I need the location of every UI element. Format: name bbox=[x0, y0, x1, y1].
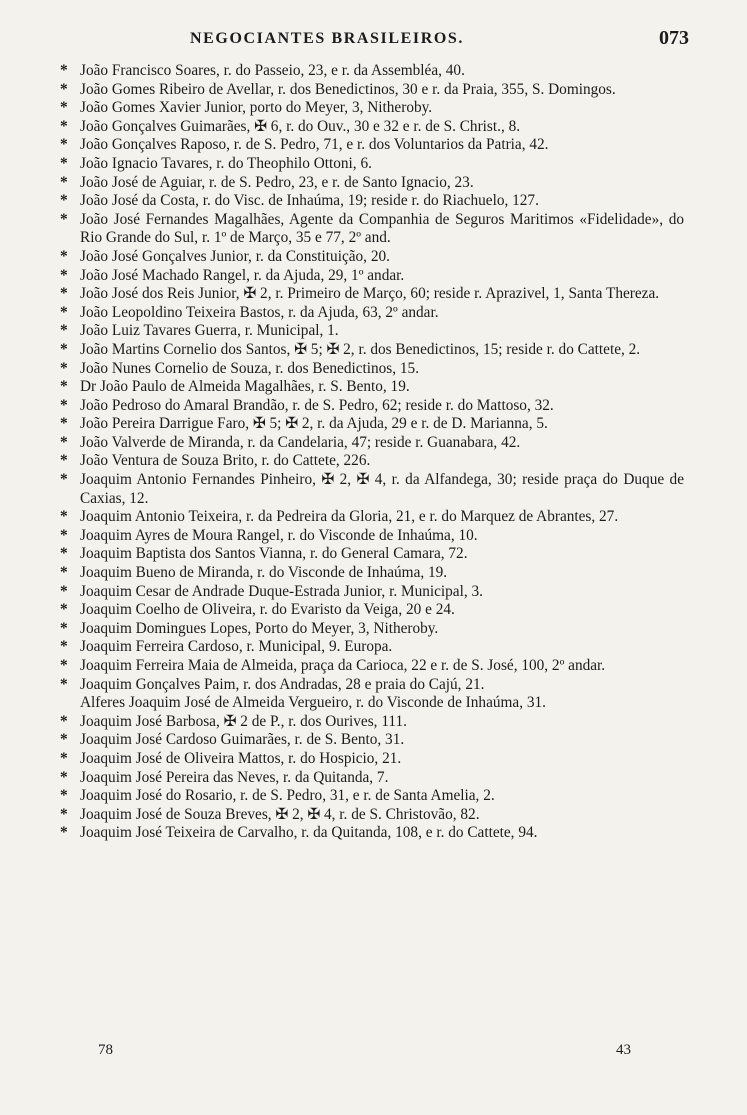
merchant-entry bbox=[36, 192, 684, 211]
entry-marker: * bbox=[60, 396, 68, 414]
entry-marker: * bbox=[60, 154, 68, 172]
merchant-entry bbox=[36, 694, 684, 713]
merchant-entry bbox=[36, 471, 684, 508]
entry-marker: * bbox=[60, 731, 68, 749]
entry-marker: * bbox=[60, 80, 68, 98]
entry-text: Joaquim José Barbosa, ✠ 2 de P., r. dos Ourives, 111. bbox=[80, 712, 407, 730]
entry-marker: * bbox=[60, 749, 68, 767]
entry-marker: * bbox=[60, 322, 68, 340]
entry-text: Joaquim José de Souza Breves, ✠ 2, ✠ 4, r. de S. Christovão, 82. bbox=[80, 805, 480, 823]
entry-text: Joaquim José do Rosario, r. de S. Pedro, 31, e r. de Santa Amelia, 2. bbox=[80, 787, 495, 805]
entry-text: João Ignacio Tavares, r. do Theophilo Ottoni, 6. bbox=[80, 154, 372, 172]
merchant-entry bbox=[36, 731, 684, 750]
entry-text: João José Gonçalves Junior, r. da Constituição, 20. bbox=[80, 247, 390, 265]
entry-text: Joaquim Domingues Lopes, Porto do Meyer, 3, Nitheroby. bbox=[80, 619, 439, 637]
merchant-entry bbox=[36, 99, 684, 118]
page-header bbox=[0, 27, 747, 53]
entry-text: Joaquim Ayres de Moura Rangel, r. do Visconde de Inhaúma, 10. bbox=[80, 526, 478, 544]
entry-marker: * bbox=[60, 526, 68, 544]
entry-text: Alferes Joaquim José de Almeida Vergueiro, r. do Visconde de Inhaúma, 31. bbox=[80, 694, 546, 712]
entry-text: João Gomes Xavier Junior, porto do Meyer, 3, Nitheroby. bbox=[80, 99, 433, 117]
entry-text: João Nunes Cornelio de Souza, r. dos Benedictinos, 15. bbox=[80, 359, 420, 377]
entry-marker: * bbox=[60, 768, 68, 786]
merchant-entry bbox=[36, 452, 684, 471]
entry-text: João Ventura de Souza Brito, r. do Cattete, 226. bbox=[80, 452, 371, 470]
entry-text: João Leopoldino Teixeira Bastos, r. da Ajuda, 63, 2º andar. bbox=[80, 303, 439, 321]
entry-marker: * bbox=[60, 247, 68, 265]
entry-text: Joaquim José Teixeira de Carvalho, r. da Quitanda, 108, e r. do Cattete, 94. bbox=[80, 824, 538, 842]
merchant-entry bbox=[36, 601, 684, 620]
merchant-entry bbox=[36, 527, 684, 546]
entry-marker: * bbox=[60, 192, 68, 210]
merchant-entry bbox=[36, 285, 684, 304]
entry-text: Joaquim José Pereira das Neves, r. da Quitanda, 7. bbox=[80, 768, 389, 786]
entry-text: João Valverde de Miranda, r. da Candelaria, 47; reside r. Guanabara, 42. bbox=[80, 433, 521, 451]
entry-text: João José Fernandes Magalhães, Agente da Companhia de Seguros Maritimos «Fidelidade», do Rio Grande do Sul, r. 1º de Março, 35 e 77, 2º and. bbox=[80, 210, 684, 247]
merchant-entry bbox=[36, 713, 684, 732]
entry-marker: * bbox=[60, 508, 68, 526]
merchant-list bbox=[36, 62, 684, 843]
entry-marker: * bbox=[60, 619, 68, 637]
entry-text: João José de Aguiar, r. de S. Pedro, 23, e r. de Santo Ignacio, 23. bbox=[80, 173, 474, 191]
entry-text: João Gonçalves Raposo, r. de S. Pedro, 71, e r. dos Voluntarios da Patria, 42. bbox=[80, 136, 549, 154]
merchant-entry bbox=[36, 248, 684, 267]
merchant-entry bbox=[36, 360, 684, 379]
entry-text: João José Machado Rangel, r. da Ajuda, 29, 1º andar. bbox=[80, 266, 405, 284]
entry-text: Joaquim Ferreira Cardoso, r. Municipal, 9. Europa. bbox=[80, 638, 393, 656]
entry-marker: * bbox=[60, 601, 68, 619]
entry-marker: * bbox=[60, 787, 68, 805]
running-title: NEGOCIANTES BRASILEIROS. bbox=[190, 30, 465, 47]
entry-marker: * bbox=[60, 675, 68, 693]
merchant-entry bbox=[36, 341, 684, 360]
entry-marker: * bbox=[60, 452, 68, 470]
merchant-entry bbox=[36, 62, 684, 81]
entry-text: João Gonçalves Guimarães, ✠ 6, r. do Ouv., 30 e 32 e r. de S. Christ., 8. bbox=[80, 117, 521, 135]
entry-marker: * bbox=[60, 433, 68, 451]
entry-marker: * bbox=[60, 99, 68, 117]
merchant-entry bbox=[36, 267, 684, 286]
merchant-entry bbox=[36, 564, 684, 583]
entry-text: Joaquim Antonio Teixeira, r. da Pedreira da Gloria, 21, e r. do Marquez de Abrantes, 27. bbox=[80, 508, 619, 526]
entry-text: Joaquim José de Oliveira Mattos, r. do Hospicio, 21. bbox=[80, 749, 402, 767]
entry-marker: * bbox=[60, 712, 68, 730]
merchant-entry bbox=[36, 620, 684, 639]
entry-marker: * bbox=[60, 173, 68, 191]
entry-marker: * bbox=[60, 378, 68, 396]
merchant-entry bbox=[36, 322, 684, 341]
merchant-entry bbox=[36, 769, 684, 788]
merchant-entry bbox=[36, 787, 684, 806]
entry-text: João José da Costa, r. do Visc. de Inhaúma, 19; reside r. do Riachuelo, 127. bbox=[80, 192, 539, 210]
entry-marker: * bbox=[60, 210, 68, 228]
entry-text: Joaquim José Cardoso Guimarães, r. de S. Bento, 31. bbox=[80, 731, 405, 749]
entry-text: João Martins Cornelio dos Santos, ✠ 5; ✠ 2, r. dos Benedictinos, 15; reside r. do Cattete, 2. bbox=[80, 340, 641, 358]
entry-marker: * bbox=[60, 62, 68, 79]
entry-marker: * bbox=[60, 564, 68, 582]
merchant-entry bbox=[36, 638, 684, 657]
entry-text: João Pereira Darrigue Faro, ✠ 5; ✠ 2, r. da Ajuda, 29 e r. de D. Marianna, 5. bbox=[80, 415, 548, 433]
merchant-entry bbox=[36, 136, 684, 155]
entry-marker: * bbox=[60, 545, 68, 563]
entry-text: João Francisco Soares, r. do Passeio, 23, e r. da Assembléa, 40. bbox=[80, 62, 465, 79]
entry-marker: * bbox=[60, 136, 68, 154]
merchant-entry bbox=[36, 174, 684, 193]
merchant-entry bbox=[36, 434, 684, 453]
entry-text: João Gomes Ribeiro de Avellar, r. dos Benedictinos, 30 e r. da Praia, 355, S. Domingos. bbox=[80, 80, 616, 98]
entry-marker: * bbox=[60, 582, 68, 600]
entry-marker: * bbox=[60, 824, 68, 842]
merchant-entry bbox=[36, 824, 684, 843]
entry-marker: * bbox=[60, 266, 68, 284]
merchant-entry bbox=[36, 583, 684, 602]
merchant-entry bbox=[36, 545, 684, 564]
merchant-entry bbox=[36, 415, 684, 434]
entry-text: João Pedroso do Amaral Brandão, r. de S. Pedro, 62; reside r. do Mattoso, 32. bbox=[80, 396, 554, 414]
merchant-entry bbox=[36, 806, 684, 825]
entry-text: João Luiz Tavares Guerra, r. Municipal, 1. bbox=[80, 322, 339, 340]
entry-marker: * bbox=[60, 471, 68, 489]
entry-text: Joaquim Antonio Fernandes Pinheiro, ✠ 2, ✠ 4, r. da Alfandega, 30; reside praça do Duque de Caxias, 12. bbox=[80, 471, 684, 507]
merchant-entry bbox=[36, 378, 684, 397]
merchant-entry bbox=[36, 211, 684, 248]
merchant-entry bbox=[36, 508, 684, 527]
entry-text: Joaquim Bueno de Miranda, r. do Visconde de Inhaúma, 19. bbox=[80, 564, 448, 582]
signature-mark-left: 78 bbox=[98, 1042, 113, 1058]
merchant-entry bbox=[36, 118, 684, 137]
entry-marker: * bbox=[60, 303, 68, 321]
entry-text: Joaquim Coelho de Oliveira, r. do Evaristo da Veiga, 20 e 24. bbox=[80, 601, 455, 619]
merchant-entry bbox=[36, 155, 684, 174]
entry-marker: * bbox=[60, 359, 68, 377]
entry-marker: * bbox=[60, 285, 68, 303]
merchant-entry bbox=[36, 676, 684, 695]
entry-marker: * bbox=[60, 340, 68, 358]
merchant-entry bbox=[36, 81, 684, 100]
merchant-entry bbox=[36, 397, 684, 416]
entry-text: Joaquim Baptista dos Santos Vianna, r. do General Camara, 72. bbox=[80, 545, 468, 563]
merchant-entry bbox=[36, 750, 684, 769]
entry-text: Joaquim Gonçalves Paim, r. dos Andradas, 28 e praia do Cajú, 21. bbox=[80, 675, 485, 693]
page-footer bbox=[0, 1042, 747, 1064]
merchant-entry bbox=[36, 304, 684, 323]
page-number: 073 bbox=[659, 27, 689, 49]
entry-text: Joaquim Ferreira Maia de Almeida, praça da Carioca, 22 e r. de S. José, 100, 2º andar. bbox=[80, 657, 606, 674]
entry-text: Dr João Paulo de Almeida Magalhães, r. S. Bento, 19. bbox=[80, 378, 410, 396]
signature-mark-right: 43 bbox=[616, 1042, 631, 1058]
entry-text: Joaquim Cesar de Andrade Duque-Estrada Junior, r. Municipal, 3. bbox=[80, 582, 483, 600]
merchant-entry bbox=[36, 657, 684, 676]
entry-text: João José dos Reis Junior, ✠ 2, r. Primeiro de Março, 60; reside r. Aprazivel, 1, Santa Thereza. bbox=[80, 285, 660, 303]
entry-marker: * bbox=[60, 638, 68, 656]
entry-marker: * bbox=[60, 117, 68, 135]
entry-marker: * bbox=[60, 805, 68, 823]
entry-marker: * bbox=[60, 415, 68, 433]
entry-marker: * bbox=[60, 657, 68, 674]
